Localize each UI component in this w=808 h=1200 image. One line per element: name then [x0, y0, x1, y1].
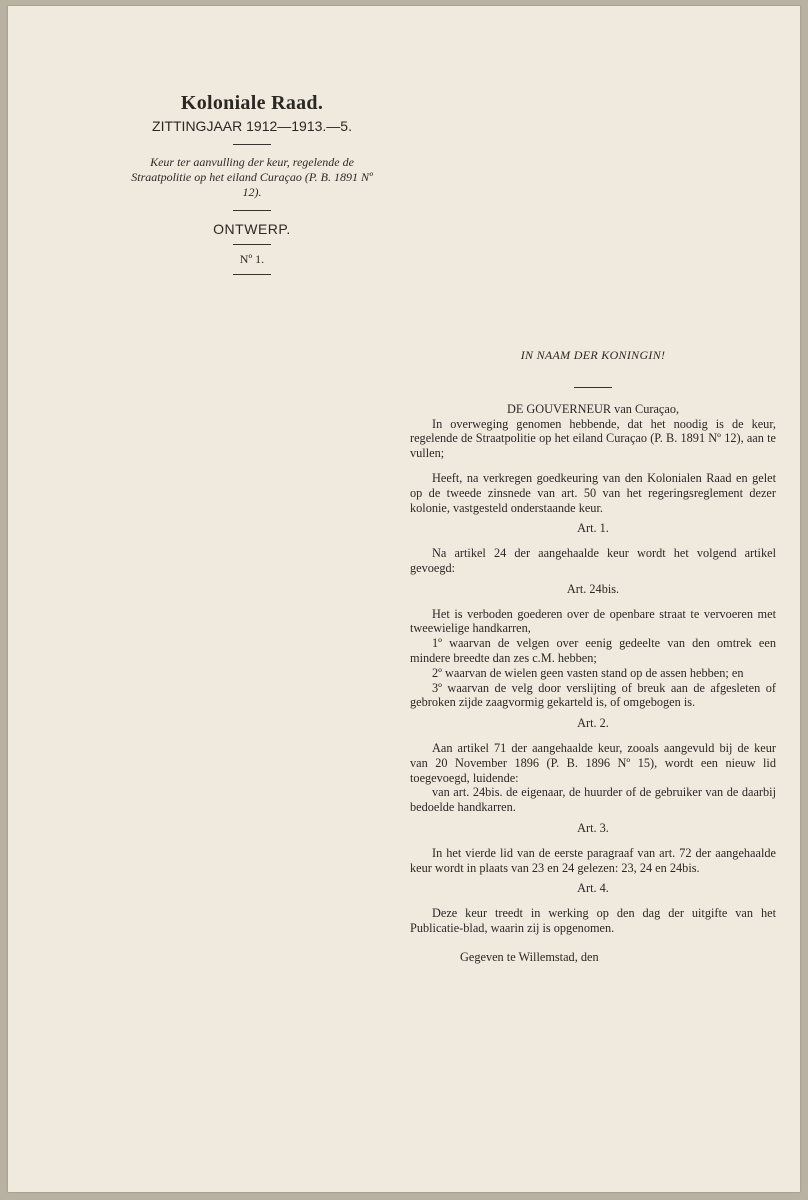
- closing-line: Gegeven te Willemstad, den: [460, 949, 599, 964]
- decree-body: [410, 348, 776, 965]
- draft-label: ONTWERP.: [213, 221, 291, 237]
- article-text: In het vierde lid van de eerste paragraaf van art. 72 der aangehaalde keur wordt in plaats van 23 en 24 gelezen: 23, 24 en 24bis.: [410, 845, 776, 875]
- article-label: Art. 3.: [577, 820, 609, 835]
- article-label: Art. 24bis.: [566, 581, 620, 596]
- divider: [233, 144, 271, 145]
- article-text: Aan artikel 71 der aangehaalde keur, zooals aangevuld bij de keur van 20 November 1896 (P. B. 1896 Nº 15), wordt een nieuw lid toegevoegd, luidende:: [410, 740, 776, 785]
- document-header: [122, 92, 382, 282]
- document-number: Nº 1.: [239, 252, 265, 266]
- divider: [574, 387, 612, 388]
- article-text: Deze keur treedt in werking op den dag der uitgifte van het Publicatie-blad, waarin zij is opgenomen.: [410, 906, 776, 935]
- ordinance-description: Keur ter aanvulling der keur, regelende de Straatpolitie op het eiland Curaçao (P. B. 1891 Nº 12).: [131, 155, 373, 199]
- preamble-paragraph: Heeft, na verkregen goedkeuring van den Kolonialen Raad en gelet op de tweede zinsnede van art. 50 van het regeringsreglement dezer kolonie, vastgesteld onderstaande keur.: [410, 470, 776, 515]
- council-title: Koloniale Raad.: [180, 92, 324, 114]
- article-label: Art. 1.: [577, 521, 609, 536]
- divider: [233, 274, 271, 275]
- article-text: Na artikel 24 der aangehaalde keur wordt het volgend artikel gevoegd:: [410, 546, 776, 575]
- royal-heading: IN NAAM DER KONINGIN!: [520, 348, 666, 362]
- list-item: 1º waarvan de velgen over eenig gedeelte van den omtrek een mindere breedte dan zes c.M. hebben;: [410, 636, 776, 665]
- article-label: Art. 4.: [577, 881, 609, 896]
- list-item: 2º waarvan de wielen geen vasten stand op de assen hebben; en: [432, 665, 744, 680]
- article-label: Art. 2.: [577, 716, 609, 731]
- divider: [233, 244, 271, 245]
- article-text: Het is verboden goederen over de openbare straat te vervoeren met tweewielige handkarren,: [410, 606, 776, 636]
- article-quote: van art. 24bis. de eigenaar, de huurder of de gebruiker van de daarbij bedoelde handkarren.: [410, 785, 776, 815]
- document-page: [8, 6, 800, 1192]
- issuer-line: DE GOUVERNEUR van Curaçao,: [506, 401, 680, 416]
- preamble-paragraph: In overweging genomen hebbende, dat het noodig is de keur, regelende de Straatpolitie op het eiland Curaçao (P. B. 1891 Nº 12), aan te vullen;: [410, 416, 776, 461]
- session-label: ZITTINGJAAR 1912—1913.—5.: [152, 118, 352, 134]
- divider: [233, 210, 271, 211]
- list-item: 3º waarvan de velg door verslijting of breuk aan de afgesleten of gebroken zijde zaagvormig gekarteld is, of omgebogen is.: [410, 680, 776, 710]
